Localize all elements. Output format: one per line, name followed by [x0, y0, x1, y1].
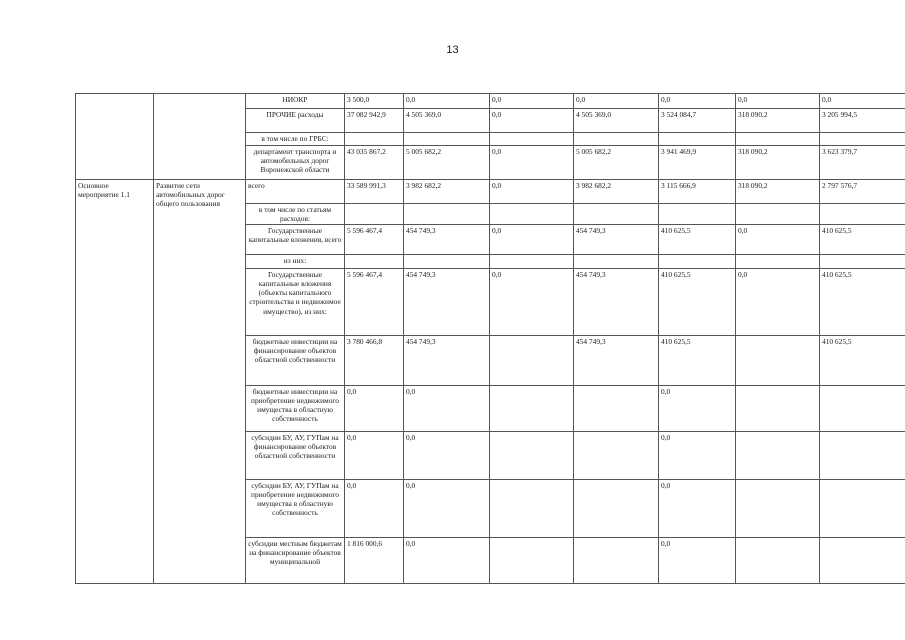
- value-cell: 3 205 994,5: [820, 109, 905, 133]
- value-cell: 0,0: [490, 180, 574, 204]
- value-cell: 33 589 991,3: [345, 180, 404, 204]
- value-cell: 0,0: [490, 225, 574, 255]
- value-cell: 410 625,5: [820, 336, 905, 386]
- value-cell: [820, 386, 905, 432]
- table-row: [76, 180, 905, 204]
- value-cell: [490, 133, 574, 146]
- value-cell: 5 005 682,2: [574, 146, 659, 180]
- value-cell: 0,0: [659, 386, 736, 432]
- title-cell: [154, 94, 246, 180]
- value-cell: 1 816 000,6: [345, 538, 404, 584]
- value-cell: 0,0: [736, 94, 820, 109]
- value-cell: 5 005 682,2: [404, 146, 490, 180]
- value-cell: 0,0: [490, 94, 574, 109]
- row-label: НИОКР: [246, 94, 345, 109]
- value-cell: 454 749,3: [574, 225, 659, 255]
- value-cell: 0,0: [490, 146, 574, 180]
- value-cell: 454 749,3: [404, 269, 490, 336]
- value-cell: 454 749,3: [574, 336, 659, 386]
- value-cell: 5 596 467,4: [345, 269, 404, 336]
- value-cell: [490, 432, 574, 480]
- value-cell: 318 090,2: [736, 146, 820, 180]
- value-cell: 37 082 942,9: [345, 109, 404, 133]
- value-cell: [574, 204, 659, 225]
- value-cell: 3 623 379,7: [820, 146, 905, 180]
- row-label: всего: [246, 180, 345, 204]
- value-cell: [574, 255, 659, 269]
- value-cell: [736, 480, 820, 538]
- value-cell: [574, 432, 659, 480]
- value-cell: [736, 386, 820, 432]
- value-cell: 0,0: [820, 94, 905, 109]
- value-cell: 3 500,0: [345, 94, 404, 109]
- row-label: в том числе по ГРБС:: [246, 133, 345, 146]
- value-cell: [490, 386, 574, 432]
- value-cell: [574, 538, 659, 584]
- status-cell: [76, 94, 154, 180]
- row-label: Государственные капитальные вложения, всего: [246, 225, 345, 255]
- value-cell: 0,0: [404, 538, 490, 584]
- value-cell: [736, 133, 820, 146]
- value-cell: [490, 204, 574, 225]
- value-cell: 0,0: [404, 432, 490, 480]
- value-cell: 3 524 084,7: [659, 109, 736, 133]
- value-cell: [490, 538, 574, 584]
- value-cell: 410 625,5: [659, 336, 736, 386]
- value-cell: [574, 480, 659, 538]
- row-label: Государственные капитальные вложения (объекты капитального строительства и недвижимое имущество), из них:: [246, 269, 345, 336]
- value-cell: 4 505 369,0: [574, 109, 659, 133]
- value-cell: 0,0: [659, 538, 736, 584]
- value-cell: [736, 255, 820, 269]
- value-cell: 0,0: [345, 386, 404, 432]
- status-cell: Основное мероприятие 1.1: [76, 180, 154, 584]
- value-cell: 0,0: [659, 480, 736, 538]
- value-cell: 454 749,3: [404, 225, 490, 255]
- value-cell: 0,0: [574, 94, 659, 109]
- value-cell: [404, 204, 490, 225]
- value-cell: 318 090,2: [736, 180, 820, 204]
- budget-table: [75, 93, 905, 584]
- value-cell: [490, 336, 574, 386]
- value-cell: [820, 538, 905, 584]
- value-cell: 3 982 682,2: [574, 180, 659, 204]
- value-cell: [736, 336, 820, 386]
- value-cell: [490, 480, 574, 538]
- value-cell: [659, 204, 736, 225]
- value-cell: [820, 432, 905, 480]
- value-cell: 3 115 666,9: [659, 180, 736, 204]
- value-cell: 0,0: [490, 109, 574, 133]
- value-cell: 0,0: [736, 225, 820, 255]
- value-cell: [345, 133, 404, 146]
- value-cell: 0,0: [345, 432, 404, 480]
- row-label: субсидии БУ, АУ, ГУПам на финансирование объектов областной собственности: [246, 432, 345, 480]
- value-cell: [820, 133, 905, 146]
- value-cell: [574, 133, 659, 146]
- value-cell: 4 505 369,0: [404, 109, 490, 133]
- row-label: бюджетные инвестиции на приобретение недвижимого имущества в областную собственность: [246, 386, 345, 432]
- value-cell: 0,0: [736, 269, 820, 336]
- value-cell: [490, 255, 574, 269]
- value-cell: 0,0: [490, 269, 574, 336]
- value-cell: [820, 204, 905, 225]
- value-cell: 43 035 867,2: [345, 146, 404, 180]
- value-cell: 0,0: [404, 480, 490, 538]
- value-cell: [404, 133, 490, 146]
- value-cell: 0,0: [659, 432, 736, 480]
- title-cell: Развитие сети автомобильных дорог общего пользования: [154, 180, 246, 584]
- value-cell: 410 625,5: [820, 225, 905, 255]
- value-cell: 2 797 576,7: [820, 180, 905, 204]
- value-cell: 0,0: [404, 94, 490, 109]
- value-cell: 3 780 466,8: [345, 336, 404, 386]
- value-cell: [736, 432, 820, 480]
- value-cell: 454 749,3: [404, 336, 490, 386]
- value-cell: [345, 204, 404, 225]
- value-cell: 0,0: [659, 94, 736, 109]
- row-label: субсидии местным бюджетам на финансирование объектов муниципальной: [246, 538, 345, 584]
- row-label: бюджетные инвестиции на финансирование объектов областной собственности: [246, 336, 345, 386]
- value-cell: [736, 538, 820, 584]
- value-cell: [820, 480, 905, 538]
- value-cell: 3 941 469,9: [659, 146, 736, 180]
- value-cell: [659, 255, 736, 269]
- value-cell: [659, 133, 736, 146]
- row-label: департамент транспорта и автомобильных дорог Воронежской области: [246, 146, 345, 180]
- value-cell: 318 090,2: [736, 109, 820, 133]
- row-label: в том числе по статьям расходов:: [246, 204, 345, 225]
- value-cell: 410 625,5: [659, 269, 736, 336]
- table-row: [76, 94, 905, 109]
- row-label: ПРОЧИЕ расходы: [246, 109, 345, 133]
- value-cell: [404, 255, 490, 269]
- value-cell: 0,0: [345, 480, 404, 538]
- value-cell: [736, 204, 820, 225]
- value-cell: [820, 255, 905, 269]
- value-cell: 3 982 682,2: [404, 180, 490, 204]
- value-cell: [345, 255, 404, 269]
- value-cell: [574, 386, 659, 432]
- row-label: из них:: [246, 255, 345, 269]
- value-cell: 5 596 467,4: [345, 225, 404, 255]
- value-cell: 454 749,3: [574, 269, 659, 336]
- value-cell: 410 625,5: [659, 225, 736, 255]
- value-cell: 0,0: [404, 386, 490, 432]
- row-label: субсидии БУ, АУ, ГУПам на приобретение недвижимого имущества в областную собственность: [246, 480, 345, 538]
- value-cell: 410 625,5: [820, 269, 905, 336]
- page-number: 13: [446, 44, 459, 56]
